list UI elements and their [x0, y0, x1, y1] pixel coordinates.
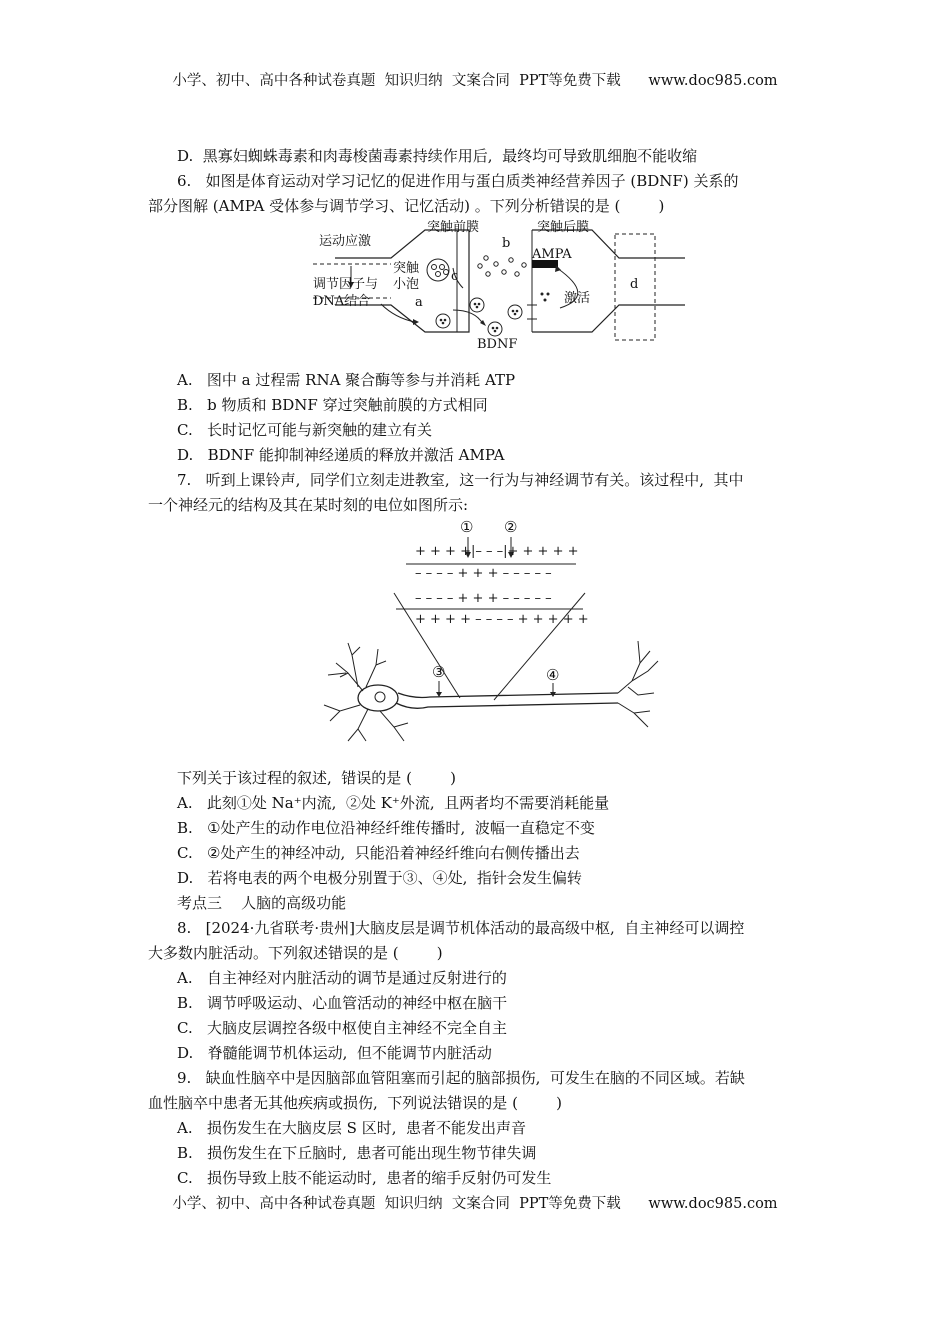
potential-row-outer: + + + +|– – –|+ + + + + — [415, 544, 579, 559]
neuron-potential-figure — [318, 515, 663, 755]
option-b: B. 损伤发生在下丘脑时, 患者可能出现生物节律失调 — [177, 1144, 537, 1162]
option-d: D. BDNF 能抑制神经递质的释放并激活 AMPA — [177, 446, 505, 464]
marker-3: ③ — [432, 663, 446, 681]
option-d: D. 若将电表的两个电极分别置于③、④处, 指针会发生偏转 — [177, 869, 582, 887]
marker-2: ② — [504, 518, 518, 536]
marker-4: ④ — [546, 666, 560, 684]
bdnf-synapse-figure — [305, 220, 685, 352]
option-b: B. 调节呼吸运动、心血管活动的神经中枢在脑干 — [177, 994, 508, 1012]
factor-label: DNA结合 — [313, 294, 371, 309]
text-line: 一个神经元的结构及其在某时刻的电位如图所示: — [148, 496, 469, 514]
page-footer: 小学、初中、高中各种试卷真题 知识归纳 文案合同 PPT等免费下载 www.doc985.com — [172, 1196, 778, 1212]
a-label: a — [415, 295, 423, 310]
activate-label: 激活 — [564, 291, 591, 306]
option-c: C. 长时记忆可能与新突触的建立有关 — [177, 421, 433, 439]
text-line: 6. 如图是体育运动对学习记忆的促进作用与蛋白质类神经营养因子 (BDNF) 关系的 — [177, 172, 739, 190]
text-line: 血性脑卒中患者无其他疾病或损伤, 下列说法错误的是 ( ) — [148, 1094, 562, 1112]
text-line: 9. 缺血性脑卒中是因脑部血管阻塞而引起的脑部损伤, 可发生在脑的不同区域。若缺 — [177, 1069, 745, 1087]
ampa-label: AMPA — [532, 247, 572, 262]
option-c: C. 大脑皮层调控各级中枢使自主神经不完全自主 — [177, 1019, 508, 1037]
page-header: 小学、初中、高中各种试卷真题 知识归纳 文案合同 PPT等免费下载 www.doc985.com — [172, 73, 778, 89]
marker-1: ① — [460, 518, 474, 536]
option-d: D. 脊髓能调节机体运动, 但不能调节内脏活动 — [177, 1044, 492, 1062]
text-line: 下列关于该过程的叙述, 错误的是 ( ) — [177, 769, 456, 787]
option-c: C. ②处产生的神经冲动, 只能沿着神经纤维向右侧传播出去 — [177, 844, 580, 862]
c-label: c — [451, 269, 459, 284]
factor-label: 调节因子与 — [313, 277, 379, 292]
section-heading: 考点三 人脑的高级功能 — [177, 894, 347, 912]
potential-row-outer: + + + + – – – – + + + + + — [415, 612, 589, 627]
vesicle-label: 小泡 — [393, 277, 420, 292]
d-label: d — [630, 277, 639, 292]
text-line: 8. [2024·九省联考·贵州]大脑皮层是调节机体活动的最高级中枢, 自主神经可以调控 — [177, 919, 745, 937]
b-label: b — [502, 236, 511, 251]
option-a: A. 自主神经对内脏活动的调节是通过反射进行的 — [177, 969, 507, 987]
pre-membrane-label: 突触前膜 — [427, 220, 480, 235]
bdnf-label: BDNF — [477, 337, 518, 352]
potential-row-inner: – – – – + + + – – – – – — [415, 591, 552, 606]
text-line: 7. 听到上课铃声, 同学们立刻走进教室, 这一行为与神经调节有关。该过程中, 其中 — [177, 471, 744, 489]
option-c: C. 损伤导致上肢不能运动时, 患者的缩手反射仍可发生 — [177, 1169, 552, 1187]
text-line: 大多数内脏活动。下列叙述错误的是 ( ) — [148, 944, 443, 962]
vesicle-label: 突触 — [393, 261, 420, 276]
option-a: A. 图中 a 过程需 RNA 聚合酶等参与并消耗 ATP — [177, 371, 516, 389]
exercise-label: 运动应激 — [319, 234, 372, 249]
option-a: A. 损伤发生在大脑皮层 S 区时, 患者不能发出声音 — [177, 1119, 527, 1137]
option-a: A. 此刻①处 Na⁺内流, ②处 K⁺外流, 且两者均不需要消耗能量 — [177, 794, 610, 812]
option-b: B. b 物质和 BDNF 穿过突触前膜的方式相同 — [177, 396, 488, 414]
post-membrane-label: 突触后膜 — [537, 220, 590, 235]
potential-row-inner: – – – – + + + – – – – – — [415, 566, 552, 581]
option-b: B. ①处产生的动作电位沿神经纤维传播时, 波幅一直稳定不变 — [177, 819, 595, 837]
text-line: D. 黑寡妇蜘蛛毒素和肉毒梭菌毒素持续作用后, 最终均可导致肌细胞不能收缩 — [177, 147, 698, 165]
text-line: 部分图解 (AMPA 受体参与调节学习、记忆活动) 。下列分析错误的是 ( ) — [148, 197, 665, 215]
